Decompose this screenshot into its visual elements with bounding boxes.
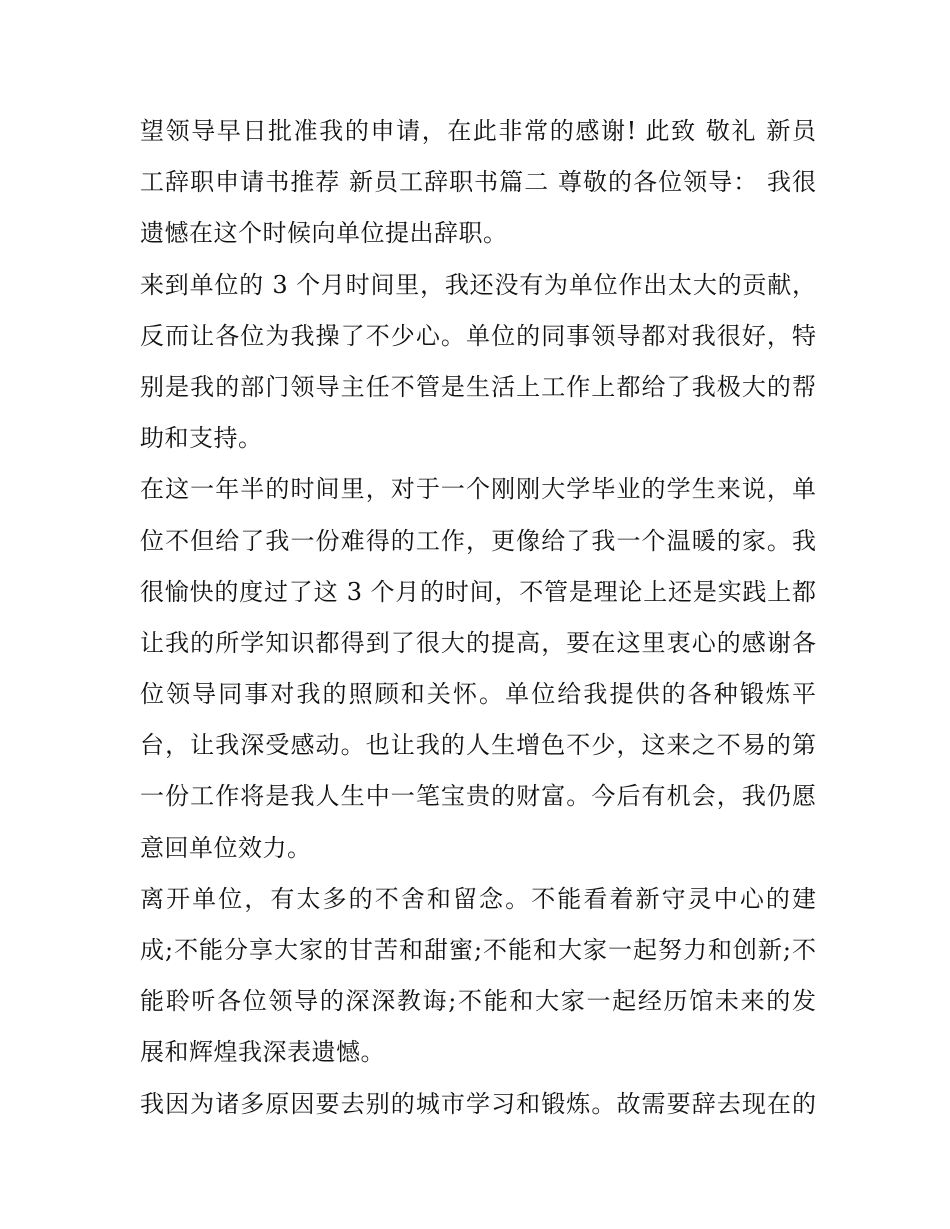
text-line: 反而让各位为我操了不少心。单位的同事领导都对我很好，特	[140, 321, 816, 350]
text-line: 台，让我深受感动。也让我的人生增色不少，这来之不易的第	[140, 731, 816, 760]
paragraph-1	[140, 106, 816, 260]
text-line: 在这一年半的时间里，对于一个刚刚大学毕业的学生来说，单	[140, 475, 816, 504]
paragraph-5	[140, 1079, 816, 1130]
text-line: 遗憾在这个时候向单位提出辞职。	[140, 219, 508, 248]
text-line: 很愉快的度过了这 3 个月的时间，不管是理论上还是实践上都	[140, 577, 816, 606]
text-line: 离开单位，有太多的不舍和留念。不能看着新守灵中心的建	[140, 884, 816, 913]
text-line: 位不但给了我一份难得的工作，更像给了我一个温暖的家。我	[140, 526, 816, 555]
text-line: 我因为诸多原因要去别的城市学习和锻炼。故需要辞去现在的	[140, 1089, 816, 1118]
text-line: 能聆听各位领导的深深教诲;不能和大家一起经历馆未来的发	[140, 987, 816, 1016]
paragraph-4	[140, 874, 816, 1079]
text-line: 望领导早日批准我的申请，在此非常的感谢! 此致 敬礼 新员	[140, 117, 816, 145]
text-line: 来到单位的 3 个月时间里，我还没有为单位作出太大的贡献，	[140, 270, 816, 299]
text-line: 展和辉煌我深表遗憾。	[140, 1038, 385, 1067]
text-line: 让我的所学知识都得到了很大的提高，要在这里衷心的感谢各	[140, 628, 816, 657]
text-line: 成;不能分享大家的甘苦和甜蜜;不能和大家一起努力和创新;不	[140, 936, 816, 964]
text-line: 一份工作将是我人生中一笔宝贵的财富。今后有机会，我仍愿	[140, 782, 816, 811]
paragraph-3	[140, 464, 816, 874]
text-line: 位领导同事对我的照顾和关怀。单位给我提供的各种锻炼平	[140, 680, 816, 709]
text-line: 意回单位效力。	[140, 833, 312, 862]
text-line: 别是我的部门领导主任不管是生活上工作上都给了我极大的帮	[140, 372, 816, 401]
text-line: 助和支持。	[140, 424, 263, 453]
document-body	[140, 106, 816, 1130]
text-line: 工辞职申请书推荐 新员工辞职书篇二 尊敬的各位领导： 我很	[140, 168, 816, 197]
paragraph-2	[140, 260, 816, 465]
